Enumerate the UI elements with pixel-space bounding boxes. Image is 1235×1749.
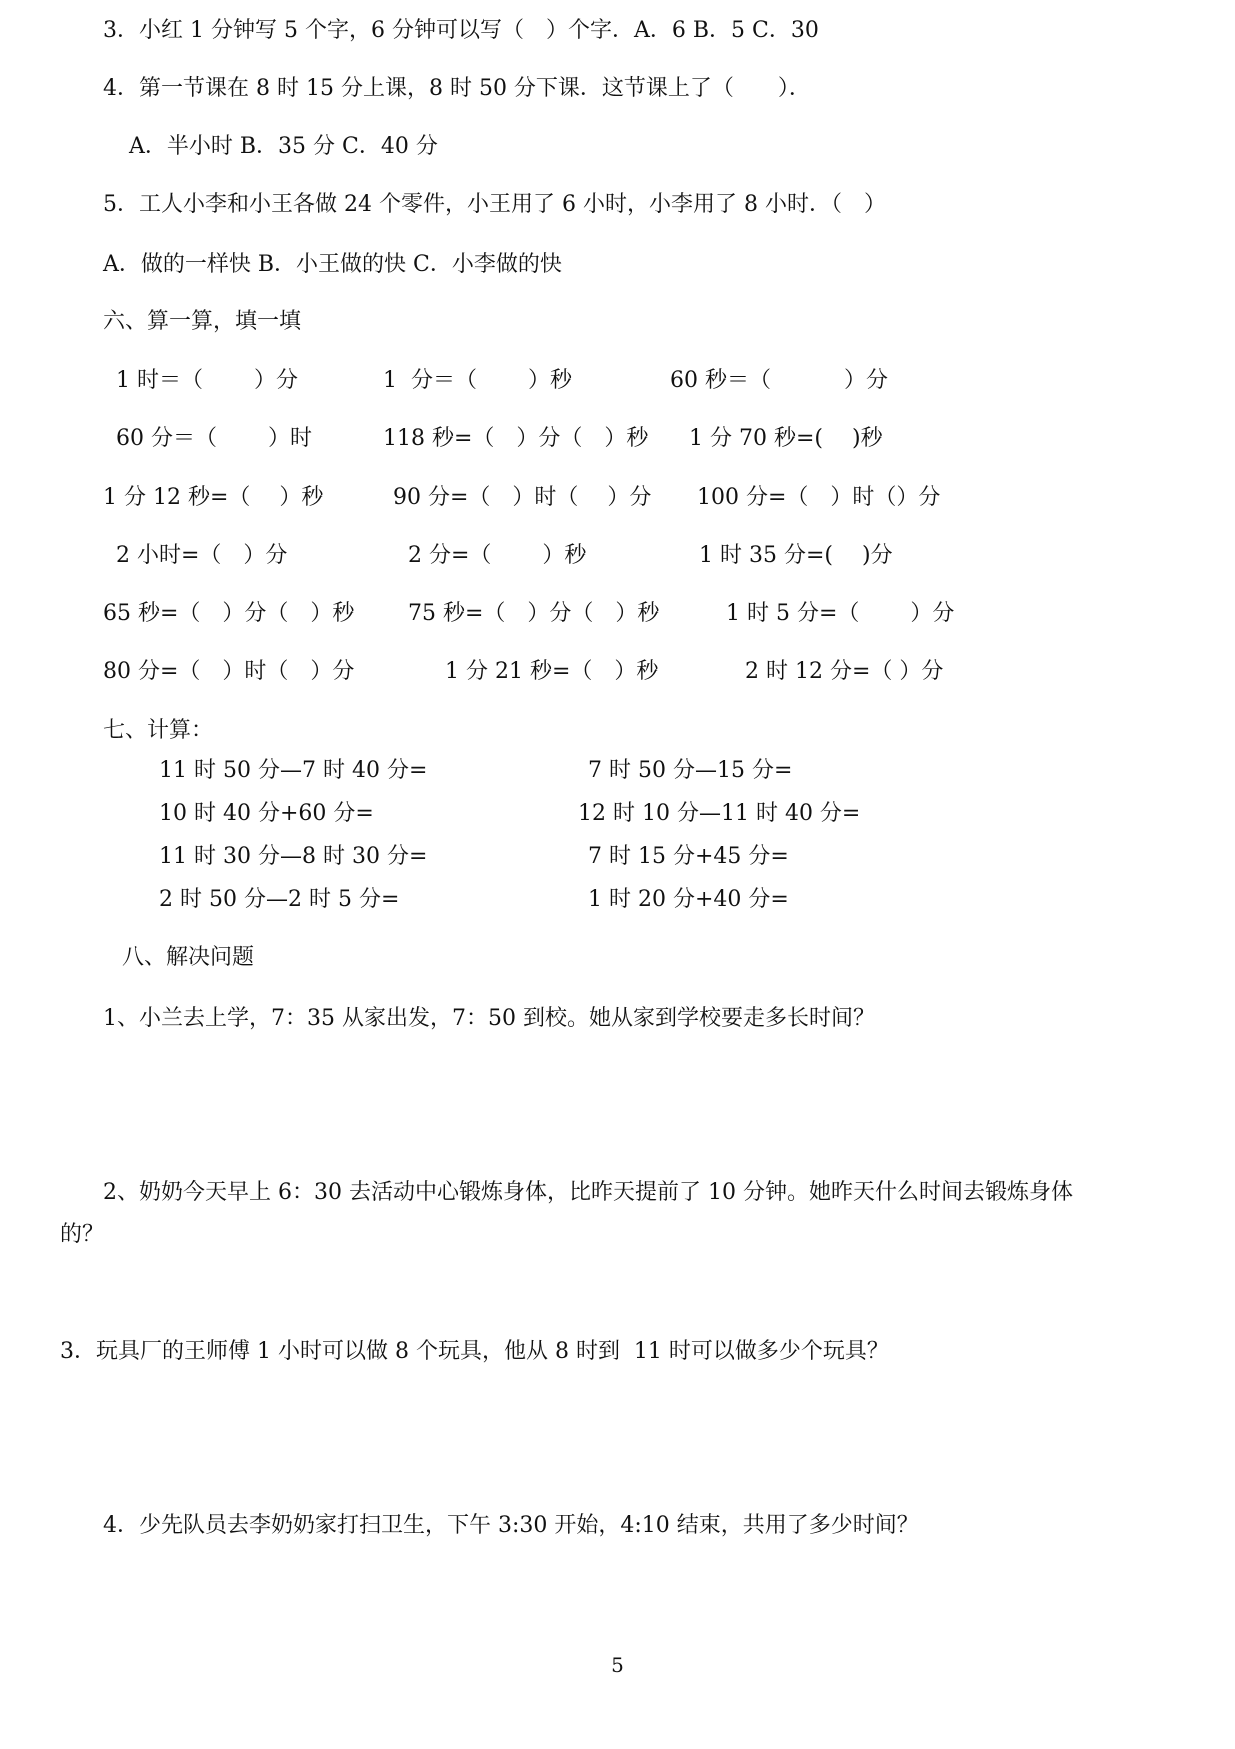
fill-cell: 1 分 12 秒=（ ）秒 [103,485,324,510]
section-7-title: 七、计算： [103,718,214,743]
problem-2-line-1: 2、奶奶今天早上 6：30 去活动中心锻炼身体，比昨天提前了 10 分钟。她昨天什么时间去锻炼身体 [103,1180,1073,1205]
question-3: 3．小红 1 分钟写 5 个字，6 分钟可以写（ ）个字．A．6 B．5 C．30 [103,18,819,43]
fill-cell: 2 分=（ ）秒 [408,543,587,568]
fill-cell: 1 分 70 秒=( )秒 [689,426,883,451]
fill-cell: 60 分＝（ ）时 [116,426,312,451]
calc-cell: 11 时 50 分—7 时 40 分= [159,758,428,783]
fill-cell: 2 时 12 分=（ ）分 [745,659,944,684]
fill-cell: 65 秒=（ ）分（ ）秒 [103,601,355,626]
calc-cell: 11 时 30 分—8 时 30 分= [159,844,428,869]
fill-cell: 80 分=（ ）时（ ）分 [103,659,355,684]
calc-cell: 12 时 10 分—11 时 40 分= [578,801,861,826]
question-4-options: A．半小时 B．35 分 C．40 分 [129,134,438,159]
fill-cell: 60 秒＝（ ）分 [670,368,888,393]
fill-cell: 1 分＝（ ）秒 [383,368,572,393]
question-5-options: A．做的一样快 B．小王做的快 C．小李做的快 [103,252,562,277]
problem-2-line-2: 的？ [60,1222,105,1247]
fill-cell: 1 时＝（ ）分 [116,368,298,393]
question-5: 5．工人小李和小王各做 24 个零件，小王用了 6 小时，小李用了 8 小时．（ ） [103,192,886,217]
problem-1: 1、小兰去上学，7：35 从家出发，7：50 到校。她从家到学校要走多长时间？ [103,1006,875,1031]
problem-4: 4．少先队员去李奶奶家打扫卫生，下午 3:30 开始，4:10 结束，共用了多少时间？ [103,1513,919,1538]
fill-cell: 1 时 5 分=（ ）分 [726,601,955,626]
fill-cell: 90 分=（ ）时（ ）分 [393,485,652,510]
fill-cell: 100 分=（ ）时（）分 [697,485,941,510]
calc-cell: 10 时 40 分+60 分= [159,801,374,826]
page-number: 5 [611,1653,624,1677]
fill-cell: 2 小时=（ ）分 [116,543,288,568]
fill-cell: 118 秒=（ ）分（ ）秒 [383,426,649,451]
question-4: 4．第一节课在 8 时 15 分上课，8 时 50 分下课．这节课上了（ ）． [103,76,811,101]
section-6-title: 六、算一算，填一填 [103,309,302,334]
fill-cell: 1 分 21 秒=（ ）秒 [445,659,659,684]
calc-cell: 7 时 15 分+45 分= [588,844,789,869]
calc-cell: 7 时 50 分—15 分= [588,758,793,783]
calc-cell: 2 时 50 分—2 时 5 分= [159,887,400,912]
fill-cell: 75 秒=（ ）分（ ）秒 [408,601,660,626]
section-8-title: 八、解决问题 [122,945,255,970]
problem-3: 3．玩具厂的王师傅 1 小时可以做 8 个玩具，他从 8 时到 11 时可以做多少个玩具？ [60,1339,889,1364]
fill-cell: 1 时 35 分=( )分 [699,543,893,568]
calc-cell: 1 时 20 分+40 分= [588,887,789,912]
